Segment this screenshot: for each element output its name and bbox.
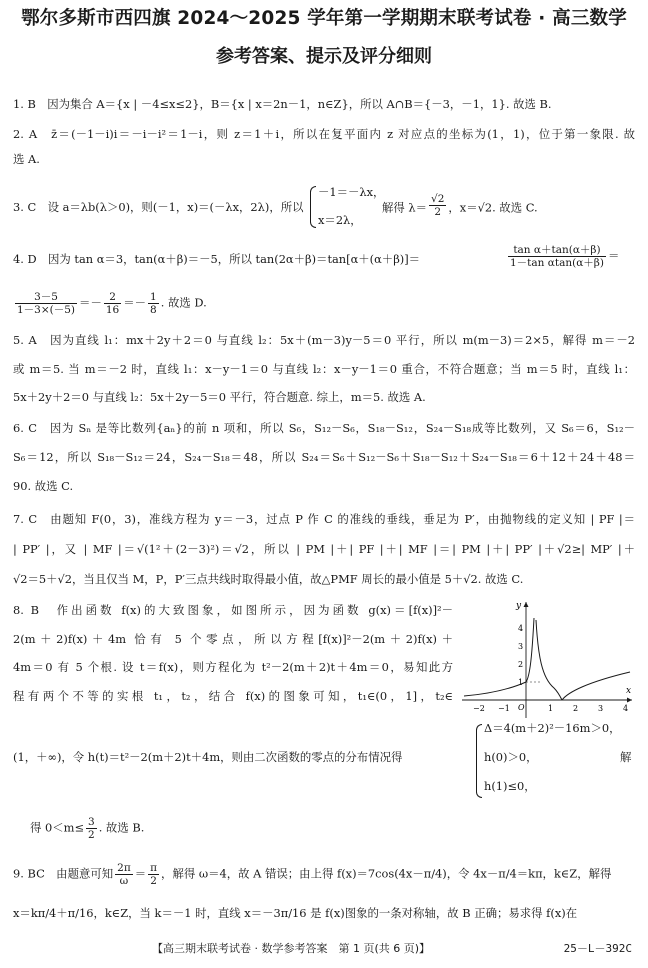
y-axis-label: y — [516, 601, 522, 611]
answer-8-cond-1: Δ＝4(m＋2)²－16m＞0， — [484, 721, 621, 735]
x-tick-label: −2 — [473, 704, 485, 713]
answer-9-line-2: x＝kπ/4＋π/16，k∈Z，当 k＝－1 时，直线 x＝－3π/16 是 f(x)图象的一条对称轴，故 B 正确；易求得 f(x)在 — [13, 906, 578, 920]
answer-2-line-2: 选 A. — [13, 152, 40, 166]
answer-8-line-4: 程有两个不等的实根 t₁，t₂，结合 f(x)的图象可知，t₁∈(0，1]，t₂∈ — [13, 689, 453, 703]
x-tick-label: 4 — [623, 704, 629, 713]
answer-8-cond-3: h(1)≤0， — [484, 779, 536, 793]
page-title: 鄂尔多斯市西四旗 2024～2025 学年第一学期期末联考试卷 · 高三数学 — [21, 8, 627, 29]
y-tick-label: 3 — [518, 642, 524, 651]
answer-3-intro: 3. C 设 a＝λb(λ＞0)，则(－1，x)＝(－λx，2λ)，所以 — [13, 200, 304, 214]
answer-6-line-2: S₆＝12，所以 S₁₈－S₁₂＝24，S₂₄－S₁₈＝48，所以 S₂₄＝S₆＋S₁₂－S₆＋S₁₈－S₁₂＋S₂₄－S₁₈＝6＋12＋24＋48＝ — [13, 450, 635, 464]
answer-6-line-3: 90. 故选 C. — [13, 479, 74, 493]
origin-label: O — [518, 703, 525, 712]
y-tick-label: 1 — [518, 678, 524, 687]
footer-code: 25－L－392C — [563, 942, 632, 955]
answer-2-line-1: 2. A z̄＝(－1－i)i＝－i－i²＝1－i，则 z＝1＋i，所以在复平面内 z 对应点的坐标为(1，1)，位于第一象限. 故 — [13, 127, 635, 141]
answer-3-result: 解得 λ＝ $\frac{√2}{2}$ ，x＝√2. 故选 C. — [382, 193, 538, 218]
answer-8-line-6: 得 0＜m≤ $\frac{3}{2}$ . 故选 B. — [30, 816, 145, 841]
answer-5-line-3: 5x＋2y＋2＝0 与直线 l₂：5x＋2y－5＝0 平行，符合题意. 综上，m＝5. 故选 A. — [13, 390, 426, 404]
x-axis-label: x — [626, 686, 632, 696]
x-tick-label: −1 — [498, 704, 510, 713]
answer-3-eq-1: －1＝－λx， — [318, 185, 385, 199]
answer-5-line-1: 5. A 因为直线 l₁：mx＋2y＋2＝0 与直线 l₂：5x＋(m－3)y－5＝0 平行，所以 m(m－3)＝2×5，解得 m＝－2 — [13, 333, 635, 347]
answer-8-line-3: 4m＝0 有 5 个根. 设 t＝f(x)，则方程化为 t²－2(m＋2)t＋4m＝0，易知此方 — [13, 660, 453, 674]
x-tick-label: 3 — [598, 704, 604, 713]
x-tick-label: 2 — [573, 704, 579, 713]
function-graph — [458, 596, 636, 722]
y-tick-label: 2 — [518, 660, 524, 669]
answer-7-line-3: √2＝5＋√2，当且仅当 M，P，P′三点共线时取得最小值，故△PMF 周长的最小值是 5＋√2. 故选 C. — [13, 572, 524, 586]
answer-8-cond-2: h(0)＞0， — [484, 750, 538, 764]
x-tick-label: 1 — [548, 704, 554, 713]
answer-5-line-2: 或 m＝5. 当 m＝－2 时，直线 l₁：x－y－1＝0 与直线 l₂：x－y－1＝0 重合，不符合题意；当 m＝5 时，直线 l₁： — [13, 362, 635, 376]
answer-8-line-1: 8. B 作出函数 f(x)的大致图象，如图所示，因为函数 g(x)＝[f(x)]²－ — [13, 603, 453, 617]
answer-8-line-5: (1，＋∞)，令 h(t)＝t²－2(m＋2)t＋4m，则由二次函数的零点的分布情况得 — [13, 750, 403, 764]
footer-title: 【高三期末联考试卷 · 数学参考答案 第 1 页(共 6 页)】 — [152, 942, 431, 955]
answer-6-line-1: 6. C 因为 Sₙ 是等比数列{aₙ}的前 n 项和，所以 S₆，S₁₂－S₆，S₁₈－S₁₂，S₂₄－S₁₈成等比数列，又 S₆＝6，S₁₂－ — [13, 421, 635, 435]
y-tick-label: 4 — [518, 624, 524, 633]
answer-3-brace — [310, 186, 316, 228]
answer-3-eq-2: x＝2λ， — [318, 213, 362, 227]
answer-8-brace — [476, 724, 482, 798]
answer-8-line-2: 2(m＋2)f(x)＋4m 恰有 5 个零点，所以方程[f(x)]²－2(m＋2)f(x)＋ — [13, 632, 453, 646]
answer-1: 1. B 因为集合 A＝{x | －4≤x≤2}，B＝{x | x＝2n－1，n∈Z}，所以 A∩B＝{－3，－1，1}. 故选 B. — [13, 97, 552, 111]
answer-4-fraction: $\frac{\text{tan α＋tan(α＋β)}}{\text{1－tan αtan(α＋β)}}$ ＝ — [510, 244, 620, 269]
answer-4-line-2: $\frac{3-5}{1-3\times(-5)}$ ＝－ $\frac{2}{16}$ ＝－ $\frac{1}{8}$ . 故选 D. — [17, 291, 207, 316]
answer-9-line-1: 9. BC 由题意可知 $\frac{2\pi}{\omega}$ ＝ $\frac{\pi}{2}$ ，解得 ω＝4，故 A 错误；由上得 f(x)＝7cos(4x－π/4)，令 4x－π/4＝kπ，k∈Z，解得 — [13, 862, 612, 887]
answer-7-line-2: | PP′ |，又 | MF |＝√(1²＋(2－3)²)＝√2，所以 | PM |＋| PF |＋| MF |＝| PM |＋| PP′ |＋√2≥| MP′ |＋ — [13, 542, 635, 556]
answer-8-jie: 解 — [620, 750, 632, 764]
answer-7-line-1: 7. C 由题知 F(0，3)，准线方程为 y＝－3，过点 P 作 C 的准线的垂线，垂足为 P′，由抛物线的定义知 | PF |＝ — [13, 512, 635, 526]
answer-4-line-1: 4. D 因为 tan α＝3，tan(α＋β)＝－5，所以 tan(2α＋β)＝tan[α＋(α＋β)]＝ — [13, 252, 421, 266]
page-subtitle: 参考答案、提示及评分细则 — [216, 46, 432, 67]
